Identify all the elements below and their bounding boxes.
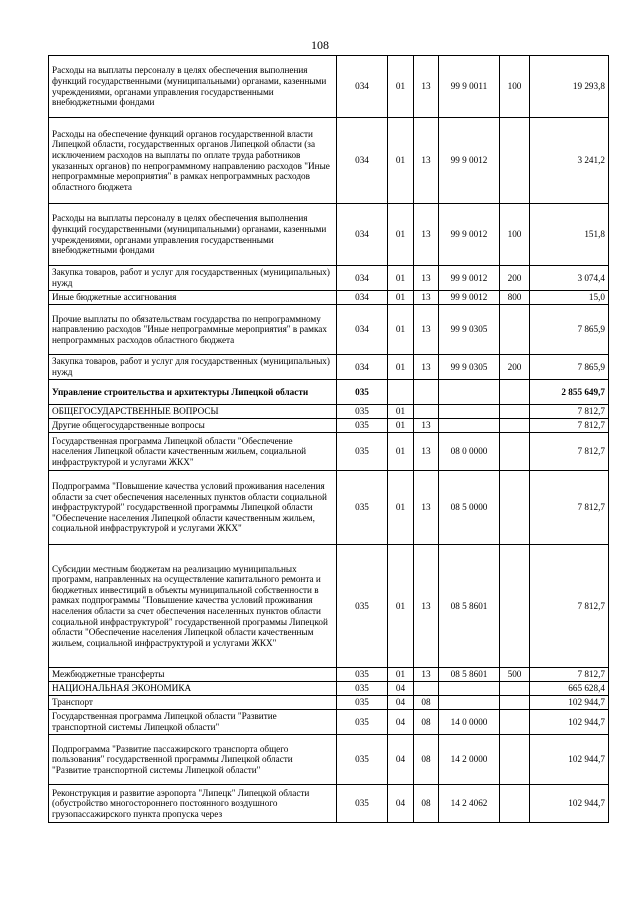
expense-type-cell	[500, 696, 530, 710]
subsection-code-cell	[414, 380, 439, 405]
amount-cell: 665 628,4	[530, 682, 609, 696]
expense-type-cell	[500, 380, 530, 405]
section-code-cell: 01	[388, 291, 414, 305]
table-row	[49, 419, 609, 433]
section-code-cell: 01	[388, 355, 414, 380]
target-article-cell: 99 9 0305	[439, 355, 500, 380]
section-code-cell: 01	[388, 433, 414, 471]
expense-name-cell: Другие общегосударственные вопросы	[49, 419, 337, 433]
expense-name-cell: Транспорт	[49, 696, 337, 710]
expense-type-cell	[500, 471, 530, 545]
table-row	[49, 380, 609, 405]
grbs-code-cell: 035	[337, 471, 388, 545]
section-code-cell: 01	[388, 405, 414, 419]
expense-name-cell: Субсидии местным бюджетам на реализацию муниципальных программ, направленных на осуществление капитального ремонта и бюджетных инвестиций в объекты муниципальной собственности в рамках подпрограммы "Повышение качества условий проживания населения области за счет обеспечения населенных пунктов области социальной инфраструктурой" государственной программы Липецкой области "Обеспечение населения Липецкой области качественным жильем, социальной инфраструктурой и услугами ЖКХ"	[49, 545, 337, 668]
amount-cell: 3 074,4	[530, 266, 609, 291]
subsection-code-cell: 13	[414, 668, 439, 682]
grbs-code-cell: 035	[337, 710, 388, 735]
expense-name-cell: Подпрограмма "Развитие пассажирского транспорта общего пользования" государственной программы Липецкой области "Развитие транспортной системы Липецкой области"	[49, 735, 337, 785]
target-article-cell: 14 2 4062	[439, 785, 500, 823]
amount-cell: 2 855 649,7	[530, 380, 609, 405]
table-row	[49, 291, 609, 305]
grbs-code-cell: 034	[337, 291, 388, 305]
subsection-code-cell: 13	[414, 291, 439, 305]
page-number: 108	[311, 38, 329, 52]
section-code-cell: 01	[388, 305, 414, 355]
expense-type-cell	[500, 545, 530, 668]
target-article-cell: 08 5 8601	[439, 545, 500, 668]
expense-type-cell	[500, 305, 530, 355]
table-row	[49, 355, 609, 380]
subsection-code-cell: 13	[414, 118, 439, 204]
grbs-code-cell: 035	[337, 433, 388, 471]
amount-cell: 102 944,7	[530, 735, 609, 785]
amount-cell: 7 812,7	[530, 405, 609, 419]
grbs-code-cell: 035	[337, 380, 388, 405]
target-article-cell: 08 5 0000	[439, 471, 500, 545]
section-code-cell: 04	[388, 735, 414, 785]
grbs-code-cell: 034	[337, 204, 388, 266]
target-article-cell	[439, 405, 500, 419]
section-code-cell: 01	[388, 419, 414, 433]
target-article-cell	[439, 380, 500, 405]
section-code-cell: 04	[388, 696, 414, 710]
expense-type-cell: 100	[500, 56, 530, 118]
amount-cell: 7 812,7	[530, 471, 609, 545]
grbs-code-cell: 035	[337, 668, 388, 682]
subsection-code-cell: 08	[414, 785, 439, 823]
table-row	[49, 305, 609, 355]
expense-name-cell: Расходы на выплаты персоналу в целях обеспечения выполнения функций государственными (муниципальными) органами, казенными учреждениями, органами управления государственными внебюджетными фондами	[49, 56, 337, 118]
expense-type-cell: 800	[500, 291, 530, 305]
subsection-code-cell: 13	[414, 56, 439, 118]
expense-type-cell	[500, 735, 530, 785]
target-article-cell: 14 2 0000	[439, 735, 500, 785]
section-code-cell: 04	[388, 682, 414, 696]
grbs-code-cell: 035	[337, 785, 388, 823]
amount-cell: 7 865,9	[530, 355, 609, 380]
section-code-cell: 01	[388, 471, 414, 545]
table-row	[49, 785, 609, 823]
subsection-code-cell	[414, 405, 439, 419]
subsection-code-cell: 13	[414, 433, 439, 471]
expense-name-cell: НАЦИОНАЛЬНАЯ ЭКОНОМИКА	[49, 682, 337, 696]
grbs-code-cell: 035	[337, 419, 388, 433]
section-code-cell: 01	[388, 56, 414, 118]
expense-name-cell: Межбюджетные трансферты	[49, 668, 337, 682]
section-code-cell: 01	[388, 266, 414, 291]
expense-type-cell: 200	[500, 355, 530, 380]
subsection-code-cell: 13	[414, 419, 439, 433]
expense-name-cell: Управление строительства и архитектуры Липецкой области	[49, 380, 337, 405]
expense-name-cell: Закупка товаров, работ и услуг для государственных (муниципальных) нужд	[49, 266, 337, 291]
table-row	[49, 668, 609, 682]
target-article-cell: 14 0 0000	[439, 710, 500, 735]
amount-cell: 7 812,7	[530, 668, 609, 682]
table-row	[49, 545, 609, 668]
expense-type-cell	[500, 419, 530, 433]
subsection-code-cell: 08	[414, 710, 439, 735]
expense-name-cell: Расходы на обеспечение функций органов государственной власти Липецкой области, государственных органов Липецкой области (за исключением расходов на выплаты по оплате труда работников указанных органов) по непрограммному направлению расходов "Иные непрограммные мероприятия" в рамках непрограммных расходов областного бюджета	[49, 118, 337, 204]
expense-type-cell: 200	[500, 266, 530, 291]
amount-cell: 15,0	[530, 291, 609, 305]
expense-name-cell: Иные бюджетные ассигнования	[49, 291, 337, 305]
section-code-cell: 01	[388, 668, 414, 682]
table-row	[49, 266, 609, 291]
target-article-cell	[439, 419, 500, 433]
target-article-cell	[439, 682, 500, 696]
expense-type-cell	[500, 710, 530, 735]
grbs-code-cell: 034	[337, 305, 388, 355]
table-row	[49, 204, 609, 266]
section-code-cell: 01	[388, 204, 414, 266]
table-row	[49, 118, 609, 204]
amount-cell: 102 944,7	[530, 710, 609, 735]
subsection-code-cell: 13	[414, 204, 439, 266]
table-row	[49, 433, 609, 471]
subsection-code-cell: 13	[414, 545, 439, 668]
expense-name-cell: Государственная программа Липецкой области "Обеспечение населения Липецкой области качественным жильем, социальной инфраструктурой и услугами ЖКХ"	[49, 433, 337, 471]
target-article-cell	[439, 696, 500, 710]
table-row	[49, 710, 609, 735]
table-row	[49, 696, 609, 710]
expense-type-cell	[500, 405, 530, 419]
table-row	[49, 682, 609, 696]
grbs-code-cell: 035	[337, 405, 388, 419]
subsection-code-cell	[414, 682, 439, 696]
target-article-cell: 99 9 0012	[439, 291, 500, 305]
section-code-cell: 04	[388, 710, 414, 735]
section-code-cell: 01	[388, 545, 414, 668]
table-row	[49, 735, 609, 785]
amount-cell: 151,8	[530, 204, 609, 266]
section-code-cell: 01	[388, 118, 414, 204]
expense-name-cell: Прочие выплаты по обязательствам государства по непрограммному направлению расходов "Иные непрограммные мероприятия" в рамках непрограммных расходов областного бюджета	[49, 305, 337, 355]
grbs-code-cell: 035	[337, 735, 388, 785]
expense-type-cell	[500, 118, 530, 204]
expense-name-cell: Реконструкция и развитие аэропорта "Липецк" Липецкой области (обустройство многостороннего постоянного воздушного грузопассажирского пункта пропуска через	[49, 785, 337, 823]
subsection-code-cell: 13	[414, 471, 439, 545]
subsection-code-cell: 13	[414, 266, 439, 291]
expense-name-cell: Подпрограмма "Повышение качества условий проживания населения области за счет обеспечения населенных пунктов области социальной инфраструктурой" государственной программы Липецкой области "Обеспечение населения Липецкой области качественным жильем, социальной инфраструктурой и услугами ЖКХ"	[49, 471, 337, 545]
table-row	[49, 471, 609, 545]
table-row	[49, 56, 609, 118]
target-article-cell: 99 9 0011	[439, 56, 500, 118]
expense-type-cell: 100	[500, 204, 530, 266]
amount-cell: 3 241,2	[530, 118, 609, 204]
expense-name-cell: Государственная программа Липецкой области "Развитие транспортной системы Липецкой области"	[49, 710, 337, 735]
subsection-code-cell: 08	[414, 735, 439, 785]
section-code-cell	[388, 380, 414, 405]
grbs-code-cell: 035	[337, 682, 388, 696]
amount-cell: 7 812,7	[530, 419, 609, 433]
expense-type-cell	[500, 785, 530, 823]
expense-name-cell: ОБЩЕГОСУДАРСТВЕННЫЕ ВОПРОСЫ	[49, 405, 337, 419]
grbs-code-cell: 034	[337, 355, 388, 380]
amount-cell: 19 293,8	[530, 56, 609, 118]
amount-cell: 102 944,7	[530, 785, 609, 823]
subsection-code-cell: 13	[414, 305, 439, 355]
target-article-cell: 99 9 0012	[439, 118, 500, 204]
target-article-cell: 99 9 0012	[439, 204, 500, 266]
target-article-cell: 08 0 0000	[439, 433, 500, 471]
expense-name-cell: Закупка товаров, работ и услуг для государственных (муниципальных) нужд	[49, 355, 337, 380]
section-code-cell: 04	[388, 785, 414, 823]
expense-name-cell: Расходы на выплаты персоналу в целях обеспечения выполнения функций государственными (муниципальными) органами, казенными учреждениями, органами управления государственными внебюджетными фондами	[49, 204, 337, 266]
amount-cell: 7 865,9	[530, 305, 609, 355]
target-article-cell: 99 9 0012	[439, 266, 500, 291]
grbs-code-cell: 035	[337, 545, 388, 668]
budget-table	[48, 55, 609, 823]
amount-cell: 7 812,7	[530, 433, 609, 471]
grbs-code-cell: 034	[337, 266, 388, 291]
grbs-code-cell: 035	[337, 696, 388, 710]
grbs-code-cell: 034	[337, 56, 388, 118]
expense-type-cell: 500	[500, 668, 530, 682]
target-article-cell: 08 5 8601	[439, 668, 500, 682]
grbs-code-cell: 034	[337, 118, 388, 204]
subsection-code-cell: 08	[414, 696, 439, 710]
amount-cell: 7 812,7	[530, 545, 609, 668]
expense-type-cell	[500, 433, 530, 471]
subsection-code-cell: 13	[414, 355, 439, 380]
expense-type-cell	[500, 682, 530, 696]
amount-cell: 102 944,7	[530, 696, 609, 710]
target-article-cell: 99 9 0305	[439, 305, 500, 355]
table-row	[49, 405, 609, 419]
